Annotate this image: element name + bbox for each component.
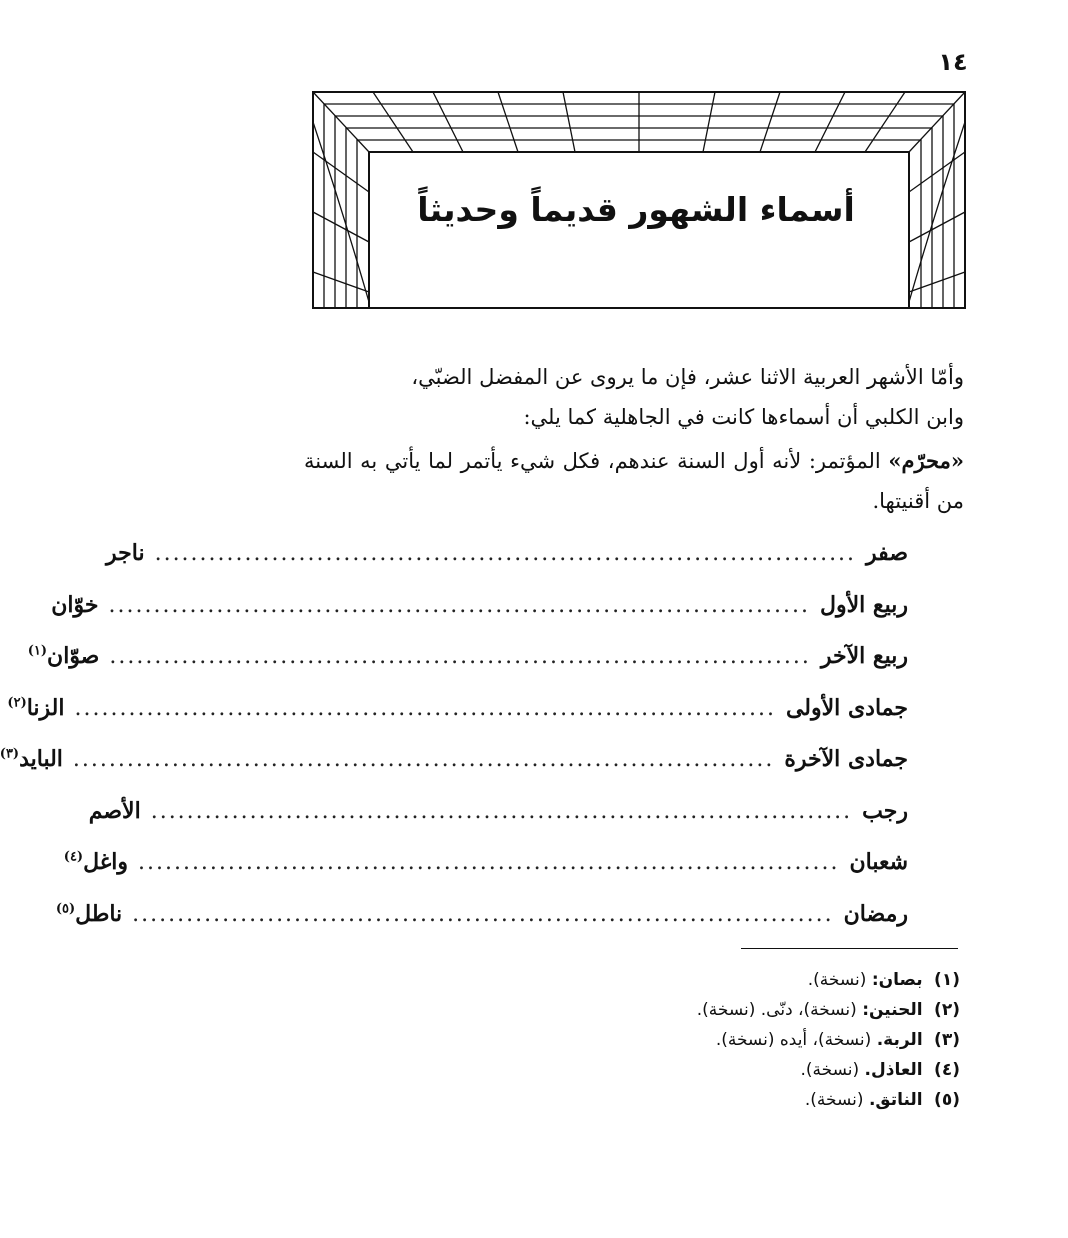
muharram-paragraph [304,441,964,521]
footnote [360,995,960,1025]
footnote-term: الناتق. [868,1090,923,1110]
month-name: جمادى الأولى [785,694,908,721]
month-name: رمضان [843,900,908,927]
footnote-number: (٥) [934,1090,960,1110]
footnote [360,1085,960,1115]
list-item [106,540,908,592]
footnote [360,1025,960,1055]
intro-paragraph [304,357,964,521]
old-month-name: الزنا$^{(٢)}$ [7,694,65,721]
old-month-name: ناجر [106,540,145,566]
month-name: ربيع الأول [819,591,908,618]
leader-dots: .............................................................................. [74,695,776,721]
leader-dots: .............................................................................. [137,850,840,875]
footnote-term: بصان: [871,970,923,990]
footnote-number: (٣) [934,1030,960,1050]
footnote-number: (٤) [934,1060,960,1080]
leader-dots: .............................................................................. [72,747,775,772]
muharram-term: «محرّم» [888,448,964,473]
footnote-ref: (٥) [55,901,76,917]
old-month-name: صوّان$^{(١)}$ [27,643,100,669]
list-item [88,797,908,850]
leader-dots: .............................................................................. [154,541,857,566]
footnote-number: (١) [934,970,960,990]
list-item [51,591,908,644]
leader-dots: .............................................................................. [150,798,853,824]
footnote-ref: (٢) [7,695,27,711]
list-item [63,849,908,901]
intro-line-1: وأمّا الأشهر العربية الاثنا عشر، فإن ما يروى عن المفضل الضبّي، [411,365,964,389]
leader-dots: .............................................................................. [108,592,810,618]
list-item [7,694,908,747]
footnote-ref: (١) [27,643,48,659]
footnote-text: (نسخة). [804,1090,864,1110]
page-number: ١٤ [938,48,968,76]
month-name: رجب [862,797,908,824]
footnote-text: (نسخة). [800,1060,860,1080]
footnote [360,965,960,995]
month-name: ربيع الآخر [820,643,908,669]
list-item [0,746,908,798]
footnote-text: (نسخة). [807,970,867,990]
month-name: جمادى الآخرة [784,746,908,772]
chapter-title: أسماء الشهور قديماً وحديثاً [417,190,855,229]
months-list [0,540,908,952]
footnote-ref: (٤) [63,849,84,865]
footnote-term: الربة. [876,1030,923,1050]
list-item [27,643,908,695]
footnote-separator [741,948,958,949]
old-month-name: واغل$^{(٤)}$ [63,849,128,875]
old-month-name: الأصم [88,797,141,824]
muharram-text: المؤتمر: لأنه أول السنة عندهم، فكل شيء يأتمر لما يأتي به السنة من أقنيتها. [304,449,964,513]
list-item [55,900,908,953]
intro-line-2: وابن الكلبي أن أسماءها كانت في الجاهلية كما يلي: [523,405,964,429]
old-month-name: ناطل$^{(٥)}$ [55,900,123,927]
month-name: شعبان [849,849,908,875]
footnote-term: الحنين: [862,1000,923,1020]
old-month-name: البايد$^{(٣)}$ [0,746,63,772]
footnotes [360,965,960,1115]
leader-dots: .............................................................................. [132,901,834,927]
footnote-term: العاذل. [864,1060,923,1080]
leader-dots: .............................................................................. [109,644,811,669]
month-name: صفر [866,540,908,566]
footnote-number: (٢) [934,1000,960,1020]
old-month-name: خوّان [51,591,99,618]
footnote [360,1055,960,1085]
footnote-ref: (٣) [0,746,20,762]
footnote-text: (نسخة)، دنّى. (نسخة). [696,1000,857,1020]
footnote-text: (نسخة)، أيده (نسخة). [715,1030,872,1050]
